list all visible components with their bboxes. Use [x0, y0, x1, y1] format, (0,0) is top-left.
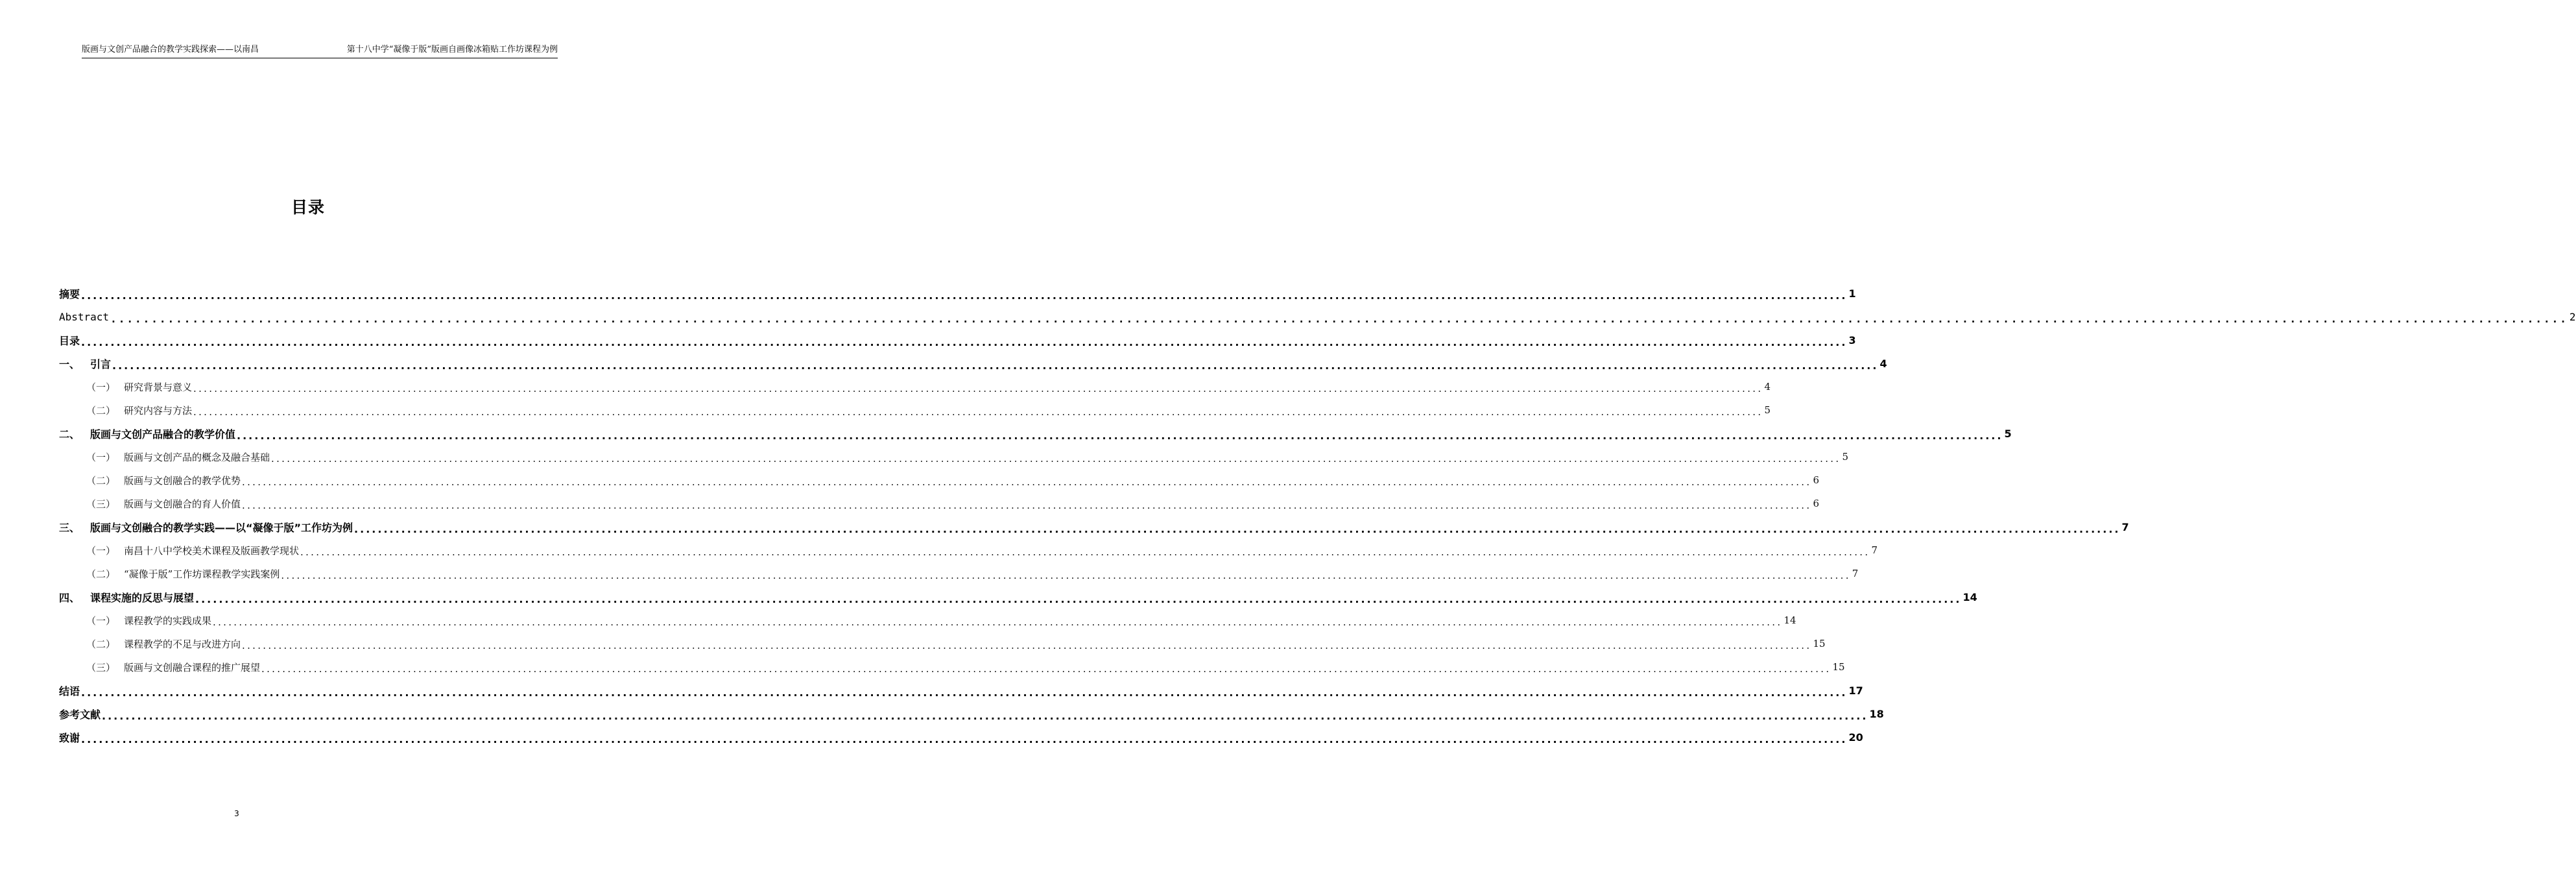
toc-entry-page: 17	[1848, 684, 1863, 697]
toc-dot-leader: ............................................................................................................................................................................................................................................................................................................	[193, 406, 1763, 418]
toc-entry[interactable]	[59, 609, 1796, 632]
toc-dot-leader: ............................................................................................................................................................................................................................................................................................................	[271, 453, 1841, 465]
toc-entry-number: （一）	[86, 614, 116, 627]
toc-entry-page: 3	[1848, 333, 1856, 346]
toc-dot-leader: ............................................................................................................................................................................................................................................................................................................	[242, 640, 1812, 651]
toc-dot-leader: ............................................................................................................................................................................................................................................................................................................	[213, 616, 1783, 628]
toc-entry[interactable]	[59, 515, 2129, 539]
toc-entry-page: 5	[1764, 404, 1771, 416]
toc-entry-number: （二）	[86, 404, 116, 417]
toc-dot-leader: ............................................................................................................................................................................................................................................................................................................	[110, 312, 2568, 325]
toc-entry[interactable]	[59, 562, 1859, 585]
toc-entry-number: （一）	[86, 544, 116, 557]
toc-dot-leader: ............................................................................................................................................................................................................................................................................................................	[261, 663, 1831, 675]
toc-entry[interactable]	[59, 328, 1856, 352]
toc-entry-label: 研究背景与意义	[124, 381, 193, 393]
toc-entry-page: 15	[1813, 638, 1826, 649]
toc-entry-page: 6	[1813, 498, 1819, 509]
toc-entry-page: 5	[1842, 451, 1848, 463]
toc-entry-label: 课程教学的不足与改进方向	[124, 638, 241, 650]
toc-entry-label: 版画与文创融合课程的推广展望	[124, 661, 261, 673]
toc-title: 目录	[291, 198, 325, 217]
toc-entry-label: 版画与文创融合的教学实践——以“凝像于版”工作坊为例	[90, 521, 353, 534]
toc-entry-page: 4	[1879, 357, 1887, 370]
toc-entry-number: （三）	[86, 661, 116, 673]
toc-entry[interactable]	[59, 445, 1848, 468]
toc-dot-leader: ............................................................................................................................................................................................................................................................................................................	[281, 570, 1851, 581]
toc-entry-page: 2	[2569, 310, 2576, 323]
toc-entry-number: （二）	[86, 568, 116, 580]
toc-entry-page: 7	[1871, 544, 1878, 556]
toc-dot-leader: ............................................................................................................................................................................................................................................................................................................	[300, 546, 1870, 558]
toc-entry-number: 二、	[59, 428, 80, 441]
toc-entry-label: 目录	[59, 334, 80, 347]
toc-entry-number: （一）	[86, 451, 116, 463]
toc-entry-page: 14	[1783, 614, 1796, 626]
toc-entry-label: 课程实施的反思与展望	[90, 591, 195, 604]
toc-entry[interactable]	[59, 422, 2012, 445]
toc-entry-label: 南昌十八中学校美术课程及版画教学现状	[124, 544, 300, 557]
toc-dot-leader: ............................................................................................................................................................................................................................................................................................................	[102, 709, 1868, 722]
toc-dot-leader: ............................................................................................................................................................................................................................................................................................................	[242, 500, 1812, 511]
toc-entry-page: 5	[2004, 427, 2012, 440]
toc-entry-label: 版画与文创产品的概念及融合基础	[124, 451, 270, 463]
toc-entry-number: 四、	[59, 591, 80, 604]
toc-entry-number: （三）	[86, 498, 116, 510]
table-of-contents	[59, 282, 2576, 749]
toc-entry-label: 课程教学的实践成果	[124, 614, 212, 627]
toc-entry-label: 版画与文创融合的教学优势	[124, 474, 241, 487]
toc-entry[interactable]	[59, 352, 1887, 375]
toc-entry-label: “凝像于版”工作坊课程教学实践案例	[124, 568, 280, 580]
toc-dot-leader: ............................................................................................................................................................................................................................................................................................................	[81, 733, 1848, 745]
running-header	[82, 43, 558, 58]
toc-entry[interactable]	[59, 655, 1845, 679]
toc-entry[interactable]	[59, 282, 1856, 305]
toc-entry-label: 版画与文创融合的育人价值	[124, 498, 241, 510]
toc-entry-label: 摘要	[59, 287, 80, 300]
toc-entry[interactable]	[59, 679, 1863, 702]
header-left-text: 版画与文创产品融合的教学实践探索——以南昌	[82, 45, 259, 54]
toc-entry-label: 参考文献	[59, 708, 101, 721]
toc-entry-page: 7	[1852, 568, 1859, 579]
toc-dot-leader: ............................................................................................................................................................................................................................................................................................................	[81, 335, 1848, 348]
toc-entry[interactable]	[59, 585, 1977, 609]
toc-dot-leader: ............................................................................................................................................................................................................................................................................................................	[112, 359, 1879, 372]
toc-entry[interactable]	[59, 305, 2576, 328]
toc-entry[interactable]	[59, 398, 1771, 422]
toc-dot-leader: ............................................................................................................................................................................................................................................................................................................	[195, 592, 1962, 605]
toc-dot-leader: ............................................................................................................................................................................................................................................................................................................	[242, 476, 1812, 488]
toc-entry-number: 三、	[59, 521, 80, 534]
toc-entry-label: 引言	[90, 357, 112, 370]
toc-dot-leader: ............................................................................................................................................................................................................................................................................................................	[81, 686, 1848, 699]
toc-entry-page: 18	[1869, 707, 1884, 720]
page-number: 3	[234, 809, 239, 818]
toc-entry-page: 14	[1962, 590, 1977, 603]
toc-dot-leader: ............................................................................................................................................................................................................................................................................................................	[81, 289, 1848, 302]
header-right-text: 第十八中学“凝像于版”版画自画像冰箱贴工作坊课程为例	[346, 45, 558, 54]
toc-entry-label: 致谢	[59, 731, 80, 744]
toc-entry-number: （一）	[86, 381, 116, 393]
toc-entry-label: 研究内容与方法	[124, 404, 193, 417]
toc-entry[interactable]	[59, 632, 1826, 655]
toc-entry-number: （二）	[86, 638, 116, 650]
toc-entry-page: 4	[1764, 381, 1771, 393]
toc-entry[interactable]	[59, 492, 1819, 515]
toc-entry-label: Abstract	[59, 310, 110, 323]
toc-entry-page: 7	[2121, 520, 2129, 533]
toc-entry-page: 1	[1848, 287, 1856, 300]
toc-entry-label: 结语	[59, 684, 80, 697]
toc-entry-page: 15	[1832, 661, 1845, 673]
toc-entry-label: 版画与文创产品融合的教学价值	[90, 428, 236, 441]
toc-dot-leader: ............................................................................................................................................................................................................................................................................................................	[354, 522, 2121, 535]
toc-entry[interactable]	[59, 468, 1819, 492]
toc-entry-number: （二）	[86, 474, 116, 487]
toc-entry[interactable]	[59, 725, 1863, 749]
toc-entry-page: 6	[1813, 474, 1819, 486]
toc-entry[interactable]	[59, 539, 1878, 562]
toc-entry[interactable]	[59, 375, 1771, 398]
toc-dot-leader: ............................................................................................................................................................................................................................................................................................................	[237, 429, 2003, 442]
toc-dot-leader: ............................................................................................................................................................................................................................................................................................................	[193, 383, 1763, 394]
toc-entry[interactable]	[59, 702, 1884, 725]
toc-entry-number: 一、	[59, 357, 80, 370]
toc-entry-page: 20	[1848, 731, 1863, 744]
